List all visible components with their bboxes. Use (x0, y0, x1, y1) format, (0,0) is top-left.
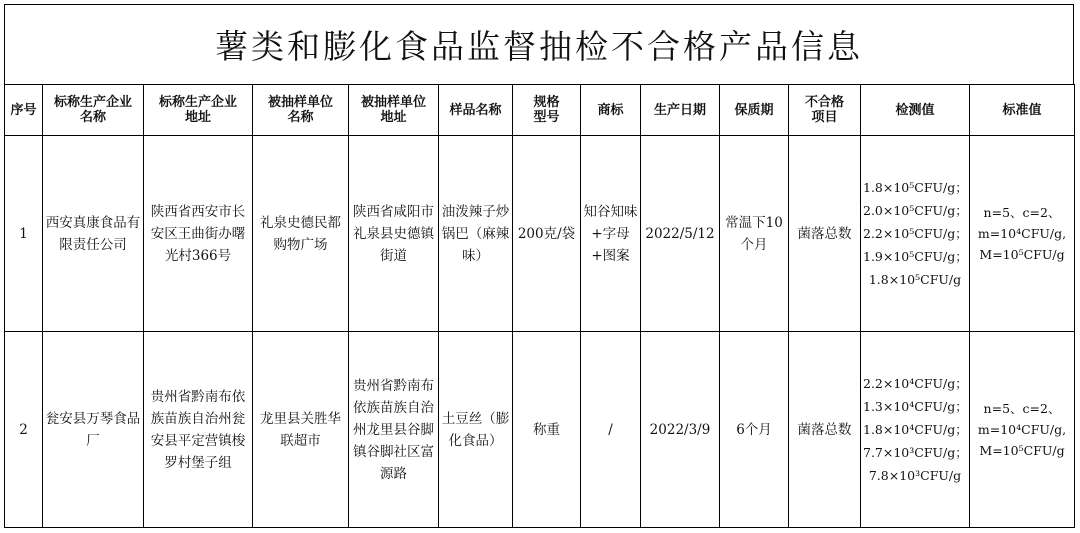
cell-brand: 知谷知味+字母+图案 (581, 136, 641, 332)
header-mfr-addr: 标称生产企业 地址 (144, 85, 253, 136)
header-no: 序号 (5, 85, 43, 136)
cell-shelf: 6个月 (720, 332, 789, 528)
cell-mfr-name: 瓮安县万琴食品厂 (43, 332, 144, 528)
cell-standard: n=5、c=2、 m=10⁴CFU/g, M=10⁵CFU/g (970, 136, 1075, 332)
cell-item: 菌落总数 (789, 332, 861, 528)
table-row (5, 136, 1075, 332)
header-values: 检测值 (861, 85, 970, 136)
cell-values: 2.2×10⁴CFU/g； 1.3×10⁴CFU/g； 1.8×10⁴CFU/g； 7.7×10³CFU/g； 7.8×10³CFU/g (861, 332, 970, 528)
cell-date: 2022/5/12 (641, 136, 720, 332)
cell-item: 菌落总数 (789, 136, 861, 332)
header-mfr-name: 标称生产企业 名称 (43, 85, 144, 136)
cell-date: 2022/3/9 (641, 332, 720, 528)
header-unit-addr: 被抽样单位 地址 (349, 85, 439, 136)
table-row (5, 332, 1075, 528)
header-date: 生产日期 (641, 85, 720, 136)
cell-spec: 200克/袋 (513, 136, 581, 332)
cell-unit-name: 礼泉史德民都购物广场 (253, 136, 349, 332)
cell-no: 2 (5, 332, 43, 528)
cell-unit-addr: 陕西省咸阳市礼泉县史德镇街道 (349, 136, 439, 332)
header-unit-name: 被抽样单位 名称 (253, 85, 349, 136)
header-sample: 样品名称 (439, 85, 513, 136)
cell-values: 1.8×10⁵CFU/g； 2.0×10⁵CFU/g； 2.2×10⁵CFU/g； 1.9×10⁵CFU/g； 1.8×10⁵CFU/g (861, 136, 970, 332)
cell-unit-name: 龙里县关胜华联超市 (253, 332, 349, 528)
header-standard: 标准值 (970, 85, 1075, 136)
cell-sample: 油泼辣子炒锅巴（麻辣味） (439, 136, 513, 332)
cell-mfr-addr: 陕西省西安市长安区王曲街办曙光村366号 (144, 136, 253, 332)
cell-spec: 称重 (513, 332, 581, 528)
page-title: 薯类和膨化食品监督抽检不合格产品信息 (4, 4, 1074, 84)
cell-no: 1 (5, 136, 43, 332)
nonconforming-products-table (4, 84, 1075, 528)
cell-standard: n=5、c=2、 m=10⁴CFU/g, M=10⁵CFU/g (970, 332, 1075, 528)
cell-mfr-addr: 贵州省黔南布依族苗族自治州瓮安县平定营镇梭罗村堡子组 (144, 332, 253, 528)
header-brand: 商标 (581, 85, 641, 136)
cell-mfr-name: 西安真康食品有限责任公司 (43, 136, 144, 332)
header-spec: 规格 型号 (513, 85, 581, 136)
cell-brand: / (581, 332, 641, 528)
header-shelf: 保质期 (720, 85, 789, 136)
header-item: 不合格 项目 (789, 85, 861, 136)
header-row (5, 85, 1075, 136)
cell-sample: 土豆丝（膨化食品） (439, 332, 513, 528)
cell-shelf: 常温下10个月 (720, 136, 789, 332)
cell-unit-addr: 贵州省黔南布依族苗族自治州龙里县谷脚镇谷脚社区富源路 (349, 332, 439, 528)
